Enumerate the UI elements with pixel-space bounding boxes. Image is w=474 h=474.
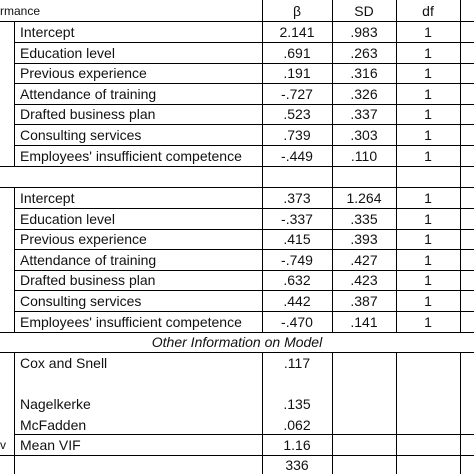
row-df: 1 — [424, 190, 432, 207]
row-df: 1 — [424, 251, 432, 268]
row-beta: .632 — [283, 272, 311, 289]
row-beta: 336 — [285, 456, 309, 473]
row-label: Drafted business plan — [20, 106, 156, 123]
row-df: 1 — [424, 272, 432, 289]
rule — [14, 187, 15, 332]
row-label: Intercept — [20, 24, 75, 41]
table-row — [0, 270, 474, 291]
row-group-label: v — [0, 437, 6, 452]
table-row — [0, 434, 474, 455]
row-sd: .141 — [350, 313, 378, 330]
rule — [460, 0, 461, 332]
row-label: Consulting services — [20, 292, 142, 309]
row-df: 1 — [424, 210, 432, 227]
rule — [332, 352, 333, 474]
table-row — [0, 125, 474, 146]
table-row — [0, 415, 474, 434]
row-sd: .263 — [350, 44, 378, 61]
table-row — [0, 209, 474, 230]
model-info-heading-row — [0, 332, 474, 352]
table-row — [0, 392, 474, 415]
rule — [262, 352, 263, 474]
row-label: McFadden — [20, 416, 87, 433]
row-beta: .415 — [283, 231, 311, 248]
row-sd: .387 — [350, 292, 378, 309]
row-df: 1 — [424, 44, 432, 61]
row-beta: .062 — [283, 416, 311, 433]
row-beta: .739 — [283, 126, 311, 143]
row-beta: .191 — [283, 65, 311, 82]
row-label: Education level — [20, 210, 115, 227]
rule — [0, 352, 474, 353]
table-row — [0, 43, 474, 64]
rule — [14, 249, 474, 250]
rule — [396, 352, 397, 474]
table-row — [0, 229, 474, 250]
model-info-heading: Other Information on Model — [151, 334, 323, 350]
row-beta: 1.16 — [283, 436, 311, 453]
row-sd: .423 — [350, 272, 378, 289]
row-sd: .337 — [350, 106, 378, 123]
row-df: 1 — [424, 65, 432, 82]
table-row — [0, 104, 474, 125]
row-label: Previous experience — [20, 65, 147, 82]
table-row — [0, 352, 474, 392]
rule — [0, 166, 474, 167]
table-row — [0, 145, 474, 166]
table-header — [0, 0, 474, 22]
row-beta: -.449 — [281, 147, 313, 164]
row-sd: .427 — [350, 251, 378, 268]
rule — [14, 104, 474, 105]
rule — [14, 311, 474, 312]
row-beta: 2.141 — [279, 24, 315, 41]
row-label: Employees' insufficient competence — [20, 313, 242, 330]
rule — [14, 83, 474, 84]
row-df: 1 — [424, 147, 432, 164]
table-row — [0, 188, 474, 209]
table-row — [0, 84, 474, 105]
rule — [14, 290, 474, 291]
row-beta: .523 — [283, 106, 311, 123]
row-sd: .110 — [350, 147, 378, 164]
row-sd: .316 — [350, 65, 378, 82]
row-beta: -.749 — [281, 251, 313, 268]
table-row — [0, 291, 474, 312]
table-row — [0, 250, 474, 271]
row-label: Employees' insufficient competence — [20, 147, 242, 164]
header-beta: β — [292, 3, 302, 19]
row-beta: .135 — [283, 395, 311, 412]
row-df: 1 — [424, 126, 432, 143]
rule — [14, 352, 15, 474]
rule — [0, 332, 474, 333]
row-beta: -.337 — [281, 210, 313, 227]
rule — [14, 21, 15, 166]
row-beta: -.727 — [281, 85, 313, 102]
rule — [14, 63, 474, 64]
row-label: Attendance of training — [20, 85, 157, 102]
row-sd: .393 — [350, 231, 378, 248]
table-row — [0, 455, 474, 474]
row-beta: .117 — [283, 355, 311, 371]
rule — [14, 42, 474, 43]
rule — [14, 208, 474, 209]
rule — [396, 0, 397, 332]
header-sd: SD — [354, 3, 374, 19]
rule — [0, 187, 474, 188]
row-df: 1 — [424, 85, 432, 102]
rule — [0, 21, 474, 22]
header-df: df — [422, 3, 434, 19]
rule — [14, 270, 474, 271]
row-df: 1 — [424, 106, 432, 123]
row-beta: -.470 — [281, 313, 313, 330]
row-label: Consulting services — [20, 126, 142, 143]
row-sd: .326 — [350, 85, 378, 102]
row-df: 1 — [424, 313, 432, 330]
rule — [262, 0, 263, 332]
table-row — [0, 63, 474, 84]
row-label: Drafted business plan — [20, 272, 156, 289]
row-sd: .335 — [350, 210, 378, 227]
rule — [14, 124, 474, 125]
row-sd: 1.264 — [346, 190, 382, 207]
rule — [14, 145, 474, 146]
row-label: Education level — [20, 44, 115, 61]
row-beta: .442 — [283, 292, 311, 309]
row-beta: .373 — [283, 190, 311, 207]
row-label: Previous experience — [20, 231, 147, 248]
row-label: Attendance of training — [20, 251, 157, 268]
rule — [332, 0, 333, 332]
table-row — [0, 311, 474, 332]
table-row — [0, 22, 474, 43]
rule — [14, 434, 474, 435]
row-df: 1 — [424, 231, 432, 248]
row-label: Mean VIF — [20, 436, 81, 453]
row-label: Intercept — [20, 190, 75, 207]
row-label: Nagelkerke — [20, 395, 91, 412]
rule — [14, 229, 474, 230]
row-sd: .983 — [350, 24, 378, 41]
row-df: 1 — [424, 292, 432, 309]
row-df: 1 — [424, 24, 432, 41]
row-label: Cox and Snell — [20, 355, 108, 371]
header-model-label: rmance — [0, 4, 41, 18]
rule — [0, 455, 474, 456]
row-beta: .691 — [283, 44, 311, 61]
rule — [460, 352, 461, 474]
row-sd: .303 — [350, 126, 378, 143]
